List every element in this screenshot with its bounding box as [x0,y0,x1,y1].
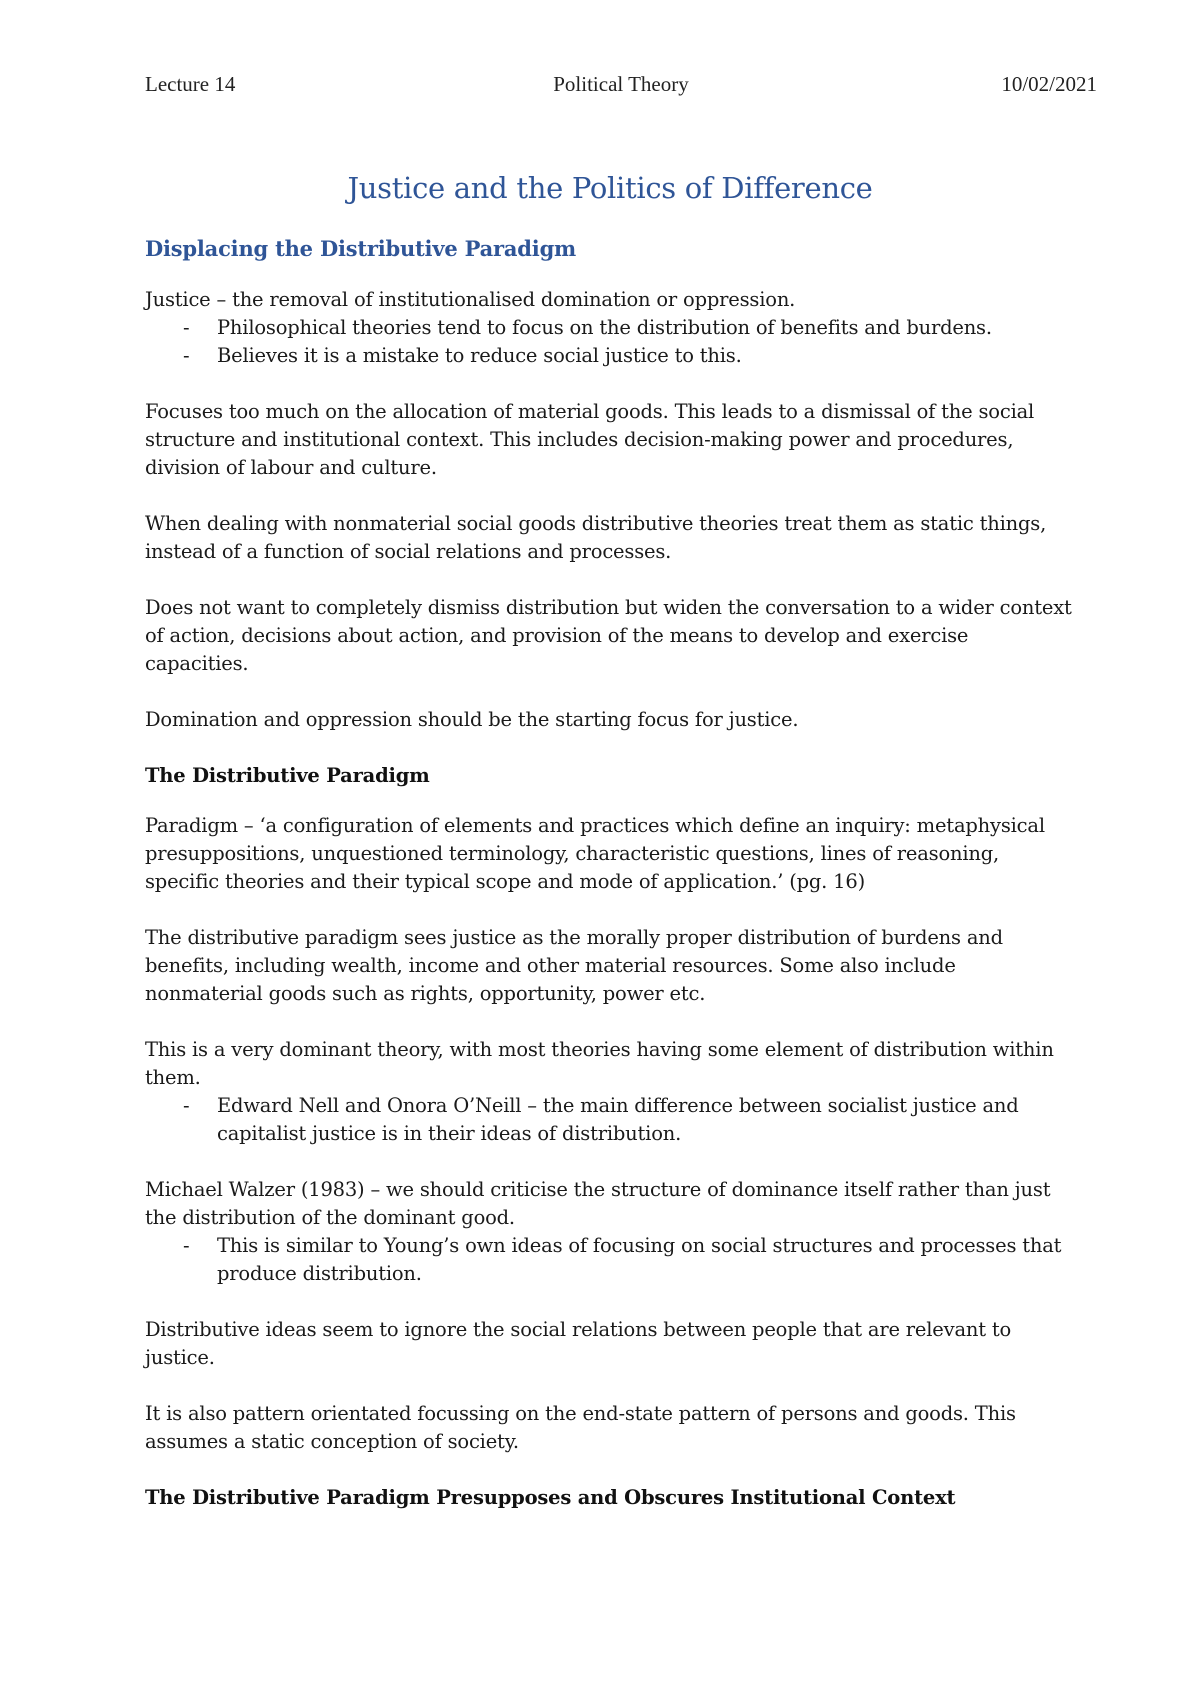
list-item [145,314,1075,342]
list-item-text: Believes it is a mistake to reduce social justice to this. [217,344,742,367]
paragraph-pattern-orientated: It is also pattern orientated focussing on the end-state pattern of persons and goods. This assumes a static conception of society. [145,1402,1016,1453]
page-header [145,72,1097,102]
list-item-text: This is similar to Young’s own ideas of focusing on social structures and processes that produce distribution. [217,1234,1062,1285]
paragraph-walzer: Michael Walzer (1983) – we should criticise the structure of dominance itself rather than just the distribution of the dominant good. [145,1178,1051,1229]
header-date: 10/02/2021 [1001,72,1097,96]
paragraph-justice-definition: Justice – the removal of institutionalised domination or oppression. [145,288,796,311]
dash-bullet-icon: - [183,1094,190,1117]
list-item [145,342,1075,370]
list-item [145,1092,1075,1148]
bullet-list-nell [145,1092,1075,1148]
list-item [145,1232,1075,1288]
document-title: Justice and the Politics of Difference [347,171,873,205]
dash-bullet-icon: - [183,316,190,339]
paragraph-distributive-sees-justice: The distributive paradigm sees justice as the morally proper distribution of burdens and benefits, including wealth, income and other material resources. Some also include nonmaterial goods such as rights, opportunity, power etc. [145,926,1003,1005]
list-item-text: Edward Nell and Onora O’Neill – the main difference between socialist justice and capitalist justice is in their ideas of distribution. [217,1094,1019,1145]
section-heading-presupposes: The Distributive Paradigm Presupposes and Obscures Institutional Context [145,1486,956,1509]
header-lecture: Lecture 14 [145,72,236,96]
section-heading-distributive-paradigm: The Distributive Paradigm [145,764,430,787]
paragraph-nonmaterial-goods: When dealing with nonmaterial social goods distributive theories treat them as static things, instead of a function of social relations and processes. [145,512,1047,563]
section-heading-displacing: Displacing the Distributive Paradigm [145,236,577,261]
document-body [145,170,1075,1534]
paragraph-ignore-social-relations: Distributive ideas seem to ignore the social relations between people that are relevant to justice. [145,1318,1012,1369]
bullet-list-justice [145,314,1075,370]
paragraph-widen-conversation: Does not want to completely dismiss distribution but widen the conversation to a wider context of action, decisions about action, and provision of the means to develop and exercise capacities. [145,596,1072,675]
dash-bullet-icon: - [183,344,190,367]
paragraph-material-goods: Focuses too much on the allocation of material goods. This leads to a dismissal of the social structure and institutional context. This includes decision-making power and procedures, division of labour and culture. [145,400,1035,479]
paragraph-dominant-theory: This is a very dominant theory, with most theories having some element of distribution within them. [145,1038,1054,1089]
paragraph-domination-focus: Domination and oppression should be the starting focus for justice. [145,708,799,731]
list-item-text: Philosophical theories tend to focus on the distribution of benefits and burdens. [217,316,992,339]
paragraph-paradigm-definition: Paradigm – ‘a configuration of elements and practices which define an inquiry: metaphysical presuppositions, unquestioned terminology, characteristic questions, lines of reasoning, specific theories and their typical scope and mode of application.’ (pg. 16) [145,814,1045,893]
dash-bullet-icon: - [183,1234,190,1257]
header-course: Political Theory [553,72,689,96]
bullet-list-young [145,1232,1075,1288]
